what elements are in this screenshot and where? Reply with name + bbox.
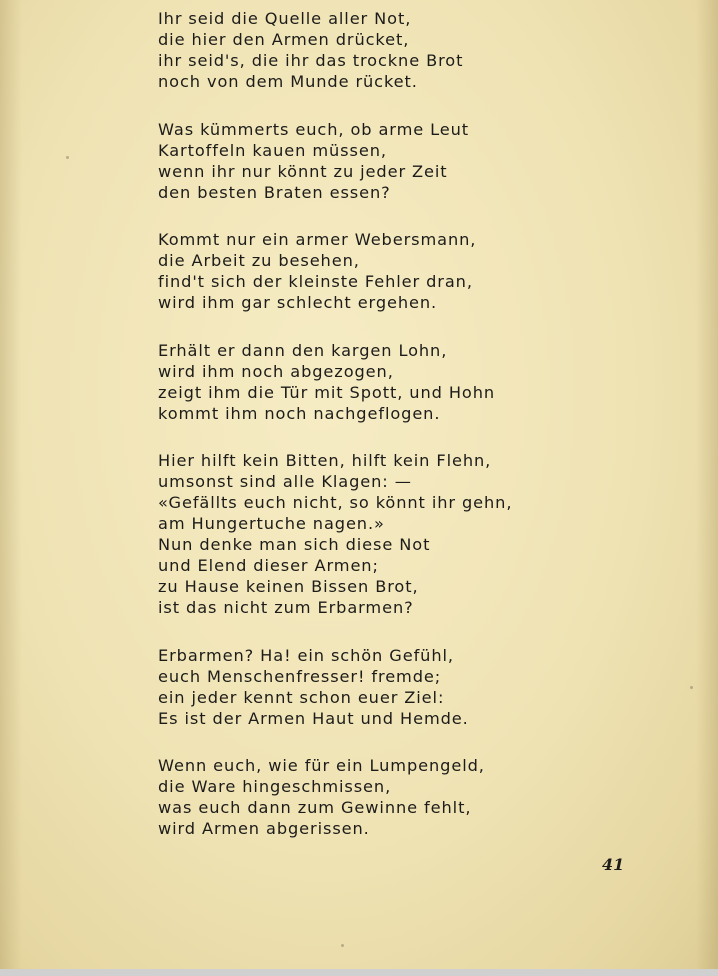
- stanza: [158, 229, 598, 313]
- poem-line: find't sich der kleinste Fehler dran,: [158, 272, 473, 291]
- poem-line: ein jeder kennt schon euer Ziel:: [158, 687, 445, 707]
- stanza: [158, 119, 598, 203]
- scan-bottom-border: [0, 969, 718, 976]
- poem-line: zu Hause keinen Bissen Brot,: [158, 577, 419, 596]
- poem-line: Erbarmen? Ha! ein schön Gefühl,: [158, 645, 454, 665]
- poem-line: und Elend dieser Armen;: [158, 556, 379, 575]
- poem-line: umsonst sind alle Klagen: —: [158, 472, 412, 491]
- stanza: [158, 755, 598, 839]
- poem-line: Was kümmerts euch, ob arme Leut: [158, 119, 470, 139]
- paper-speck: [341, 944, 344, 947]
- poem-line: euch Menschenfresser! fremde;: [158, 666, 442, 686]
- poem-line: Es ist der Armen Haut und Hemde.: [158, 708, 469, 728]
- page-edge-shadow-left: [0, 0, 22, 976]
- poem-line: die Arbeit zu besehen,: [158, 251, 360, 270]
- stanza: [158, 450, 598, 618]
- poem-line: «Gefällts euch nicht, so könnt ihr gehn,: [158, 493, 513, 512]
- stanza: [158, 8, 598, 92]
- poem-line: zeigt ihm die Tür mit Spott, und Hohn: [158, 382, 496, 402]
- stanza: [158, 645, 598, 729]
- poem-line: Hier hilft kein Bitten, hilft kein Flehn,: [158, 451, 492, 470]
- poem-line: ist das nicht zum Erbarmen?: [158, 598, 414, 617]
- poem-text: [158, 8, 598, 866]
- poem-line: Ihr seid die Quelle aller Not,: [158, 9, 412, 28]
- poem-line: die Ware hingeschmissen,: [158, 777, 392, 796]
- page-edge-shadow-right: [696, 0, 718, 976]
- paper-speck: [690, 686, 693, 689]
- poem-line: wenn ihr nur könnt zu jeder Zeit: [158, 161, 448, 181]
- poem-line: noch von dem Munde rücket.: [158, 72, 418, 91]
- poem-line: was euch dann zum Gewinne fehlt,: [158, 798, 472, 817]
- poem-line: Erhält er dann den kargen Lohn,: [158, 340, 448, 360]
- poem-line: am Hungertuche nagen.»: [158, 514, 385, 533]
- poem-line: wird Armen abgerissen.: [158, 819, 370, 838]
- poem-line: Nun denke man sich diese Not: [158, 535, 431, 554]
- poem-line: wird ihm gar schlecht ergehen.: [158, 293, 438, 312]
- poem-line: kommt ihm noch nachgeflogen.: [158, 403, 441, 423]
- poem-line: den besten Braten essen?: [158, 182, 391, 202]
- poem-line: wird ihm noch abgezogen,: [158, 361, 394, 381]
- page-number: 41: [602, 855, 625, 874]
- poem-line: Kartoffeln kauen müssen,: [158, 140, 387, 160]
- paper-speck: [66, 156, 69, 159]
- stanza: [158, 340, 598, 424]
- poem-line: Wenn euch, wie für ein Lumpengeld,: [158, 756, 485, 775]
- poem-line: ihr seid's, die ihr das trockne Brot: [158, 51, 464, 70]
- poem-line: die hier den Armen drücket,: [158, 30, 410, 49]
- poem-line: Kommt nur ein armer Webersmann,: [158, 230, 477, 249]
